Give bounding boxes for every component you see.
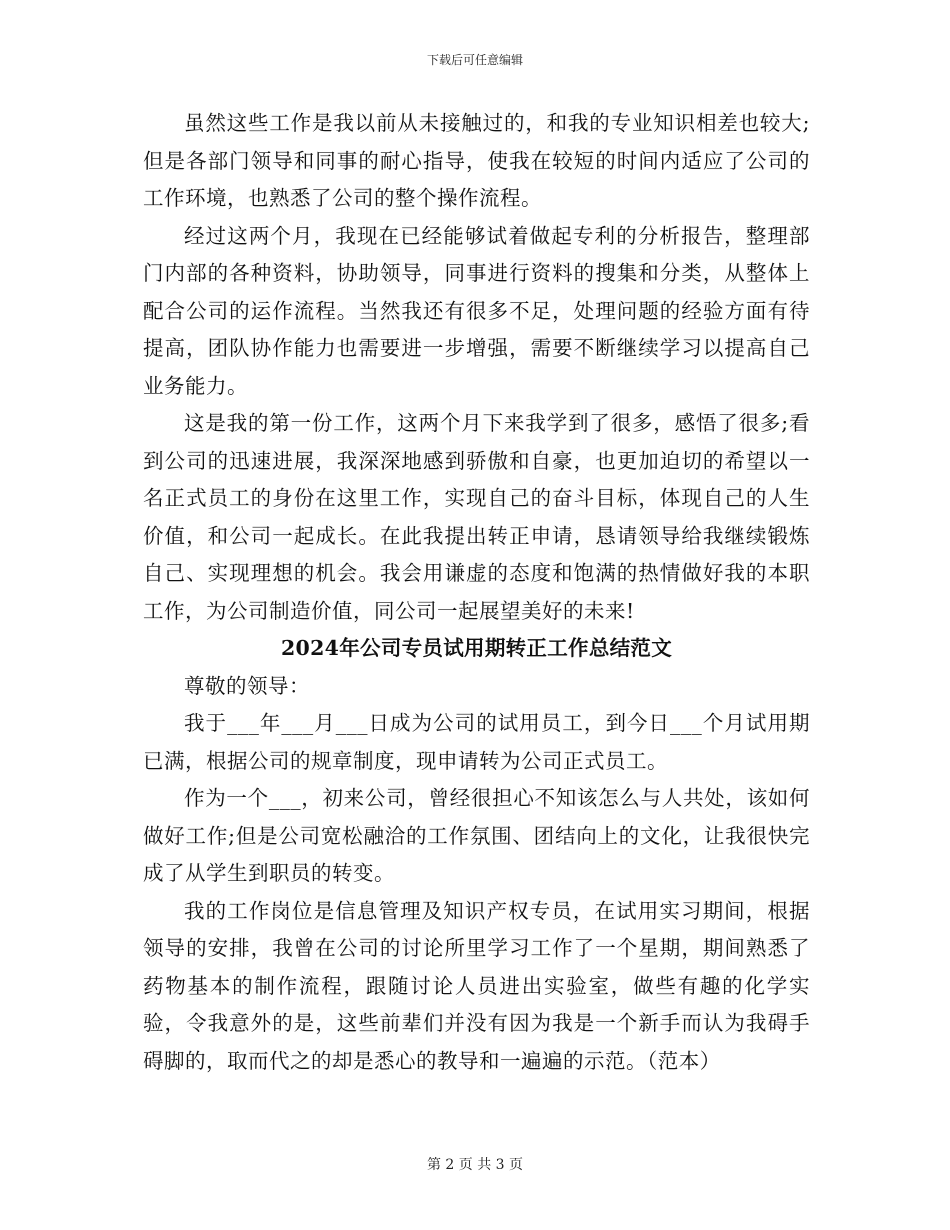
document-title: 2024年公司专员试用期转正工作总结范文	[280, 636, 673, 660]
paragraph: 这是我的第一份工作，这两个月下来我学到了很多，感悟了很多;看到公司的迅速进展，我深深地感到骄傲和自豪，也更加迫切的希望以一名正式员工的身份在这里工作，实现自己的奋斗目标，体现自己的人生价值，和公司一起成长。在此我提出转正申请，恳请领导给我继续锻炼自己、实现理想的机会。我会用谦虚的态度和饱满的热情做好我的本职工作，为公司制造价值，同公司一起展望美好的未来!	[143, 411, 810, 623]
page-header: 下载后可任意编辑	[426, 53, 523, 67]
paragraph: 我于___年___月___日成为公司的试用员工，到今日___个月试用期已满，根据公司的规章制度，现申请转为公司正式员工。	[143, 711, 810, 773]
document-body	[143, 105, 810, 1080]
paragraph: 我的工作岗位是信息管理及知识产权专员，在试用实习期间，根据领导的安排，我曾在公司的讨论所里学习工作了一个星期，期间熟悉了药物基本的制作流程，跟随讨论人员进出实验室，做些有趣的化学实验，令我意外的是，这些前辈们并没有因为我是一个新手而认为我碍手碍脚的，取而代之的却是悉心的教导和一遍遍的示范。（范本）	[143, 898, 810, 1073]
salutation: 尊敬的领导：	[184, 673, 310, 698]
paragraph: 经过这两个月，我现在已经能够试着做起专利的分析报告，整理部门内部的各种资料，协助领导，同事进行资料的搜集和分类，从整体上配合公司的运作流程。当然我还有很多不足，处理问题的经验方面有待提高，团队协作能力也需要进一步增强，需要不断继续学习以提高自己业务能力。	[143, 223, 810, 398]
page-number: 第 2 页 共 3 页	[426, 1157, 524, 1173]
paragraph: 作为一个___，初来公司，曾经很担心不知该怎么与人共处，该如何做好工作;但是公司宽松融洽的工作氛围、团结向上的文化，让我很快完成了从学生到职员的转变。	[143, 786, 810, 885]
paragraph: 虽然这些工作是我以前从未接触过的，和我的专业知识相差也较大;但是各部门领导和同事的耐心指导，使我在较短的时间内适应了公司的工作环境，也熟悉了公司的整个操作流程。	[143, 111, 810, 210]
